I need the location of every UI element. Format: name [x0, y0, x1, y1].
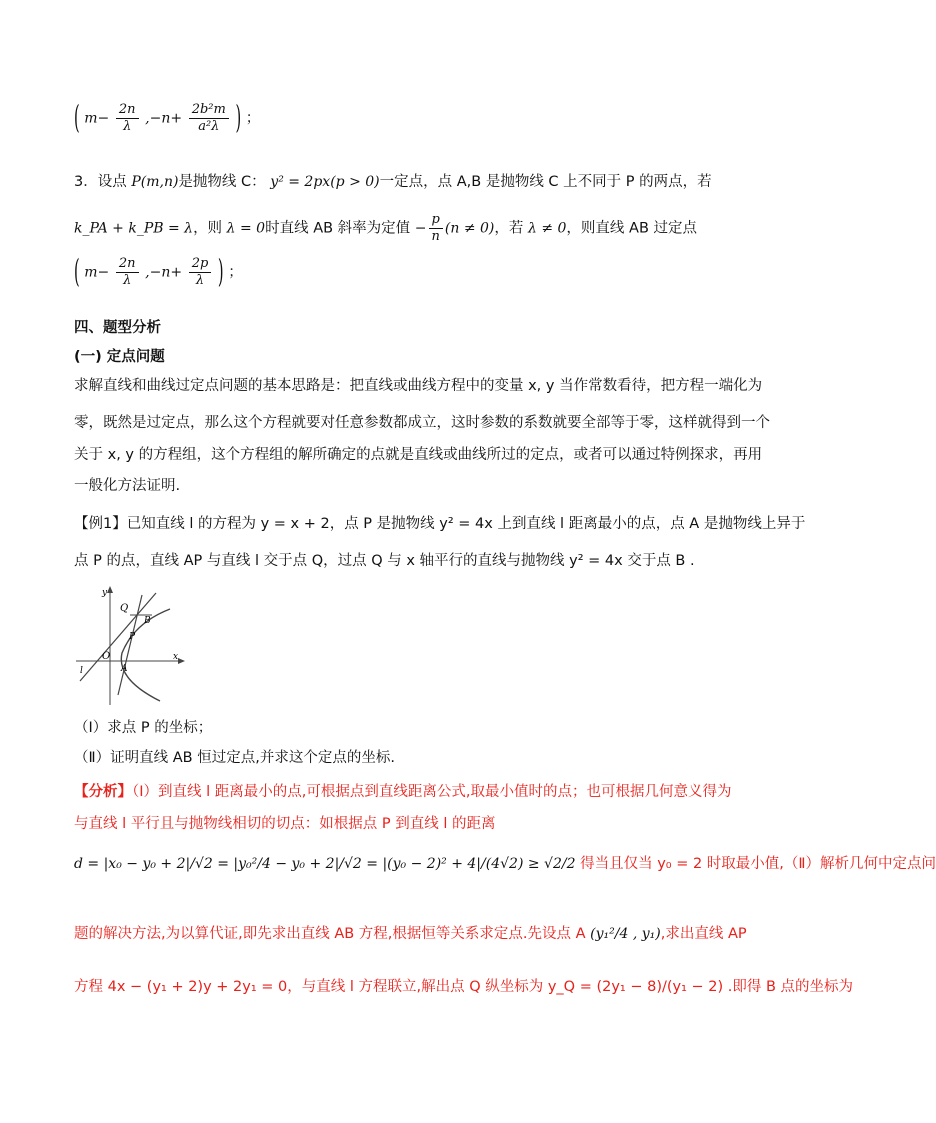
- subsection-title: (一) 定点问题: [74, 349, 165, 365]
- label-a: A: [121, 664, 128, 674]
- item3-fixed-point: ( m− $\frac{2n}{\lambda}$ ,−n+ $\frac{2p}{\lambda}$ ) ；: [74, 254, 243, 291]
- question-2: （Ⅱ）证明直线 AB 恒过定点,并求这个定点的坐标.: [74, 750, 395, 766]
- section-title: 四、题型分析: [74, 320, 161, 336]
- fraction: $\frac{p}{n}$: [429, 212, 443, 245]
- analysis-line1: 【分析】（Ⅰ）到直线 l 距离最小的点,可根据点到直线距离公式,取最小值时的点；也可根据几何意义得为: [74, 784, 732, 800]
- formula-part: ,−n+: [145, 110, 183, 127]
- analysis-line4: 题的解决方法,为以算代证,即先求出直线 AB 方程,根据恒等关系求定点.先设点 A (y₁²/4 , y₁),求出直线 AP: [74, 926, 747, 942]
- fraction: $\frac{2n}{\lambda}$: [116, 256, 139, 289]
- analysis-line5: 方程 4x − (y₁ + 2)y + 2y₁ = 0，与直线 l 方程联立,解出点 Q 纵坐标为 y_Q = (2y₁ − 8)/(y₁ − 2) .即得 B 点的坐标为: [74, 979, 854, 995]
- y-axis-arrow: [107, 586, 113, 593]
- label-x: x: [173, 652, 179, 662]
- example-figure: [74, 583, 186, 709]
- item3-line1: 3．设点 P(m,n)是抛物线 C： y² = 2px(p > 0)一定点，点 A,B 是抛物线 C 上不同于 P 的两点，若: [74, 174, 712, 190]
- fraction: $\frac{2p}{\lambda}$: [189, 256, 212, 289]
- label-o: O: [102, 651, 111, 662]
- label-p: P: [129, 632, 136, 642]
- intro-line: 关于 x, y 的方程组，这个方程组的解所确定的点就是直线或曲线所过的定点，或者可以通过特例探求，再用: [74, 447, 763, 463]
- label-b: B: [144, 616, 151, 626]
- analysis-line2: 与直线 l 平行且与抛物线相切的切点：如根据点 P 到直线 l 的距离: [74, 816, 496, 832]
- fraction: $\frac{2n}{\lambda}$: [116, 102, 139, 135]
- question-1: （Ⅰ）求点 P 的坐标；: [74, 720, 213, 736]
- example1-line: 点 P 的点，直线 AP 与直线 l 交于点 Q，过点 Q 与 x 轴平行的直线与抛物线 y² = 4x 交于点 B .: [74, 553, 695, 569]
- intro-line: 求解直线和曲线过定点问题的基本思路是：把直线或曲线方程中的变量 x, y 当作常数看待，把方程一端化为: [74, 378, 763, 394]
- item3-line2: k_PA + k_PB = λ，则 λ = 0时直线 AB 斜率为定值 − $\frac{p}{n}$ (n ≠ 0)，若 λ ≠ 0，则直线 AB 过定点: [74, 212, 698, 244]
- fraction: $\frac{\text{2b²m}}{\text{a²λ}}$: [189, 102, 229, 135]
- distance-formula: d = |x₀ − y₀ + 2|/√2 = |y₀²/4 − y₀ + 2|/√2 = |(y₀ − 2)² + 4|/(4√2) ≥ √2/2: [74, 856, 576, 872]
- line-l: [80, 593, 156, 681]
- top-formula: ( m− $\frac{2n}{\lambda}$ ,−n+ $\frac{\text{2b²m}}{\text{a²λ}}$ ) ；: [74, 100, 261, 137]
- formula-part: m−: [84, 110, 110, 127]
- label-y: y: [102, 588, 108, 598]
- intro-line: 零，既然是过定点，那么这个方程就要对任意参数都成立，这时参数的系数就要全部等于零，这样就得到一个: [74, 415, 770, 431]
- label-q: Q: [120, 603, 129, 614]
- intro-line: 一般化方法证明.: [74, 478, 181, 494]
- distance-formula-row: d = |x₀ − y₀ + 2|/√2 = |y₀²/4 − y₀ + 2|/√2 = |(y₀ − 2)² + 4|/(4√2) ≥ √2/2 得当且仅当 y₀ = 2 时取最小值,（Ⅱ）解析几何中定点问: [74, 856, 936, 872]
- label-l: l: [80, 666, 83, 676]
- x-axis-arrow: [178, 658, 185, 664]
- example1-line: 【例1】已知直线 l 的方程为 y = x + 2，点 P 是抛物线 y² = 4x 上到直线 l 距离最小的点，点 A 是抛物线上异于: [74, 516, 806, 532]
